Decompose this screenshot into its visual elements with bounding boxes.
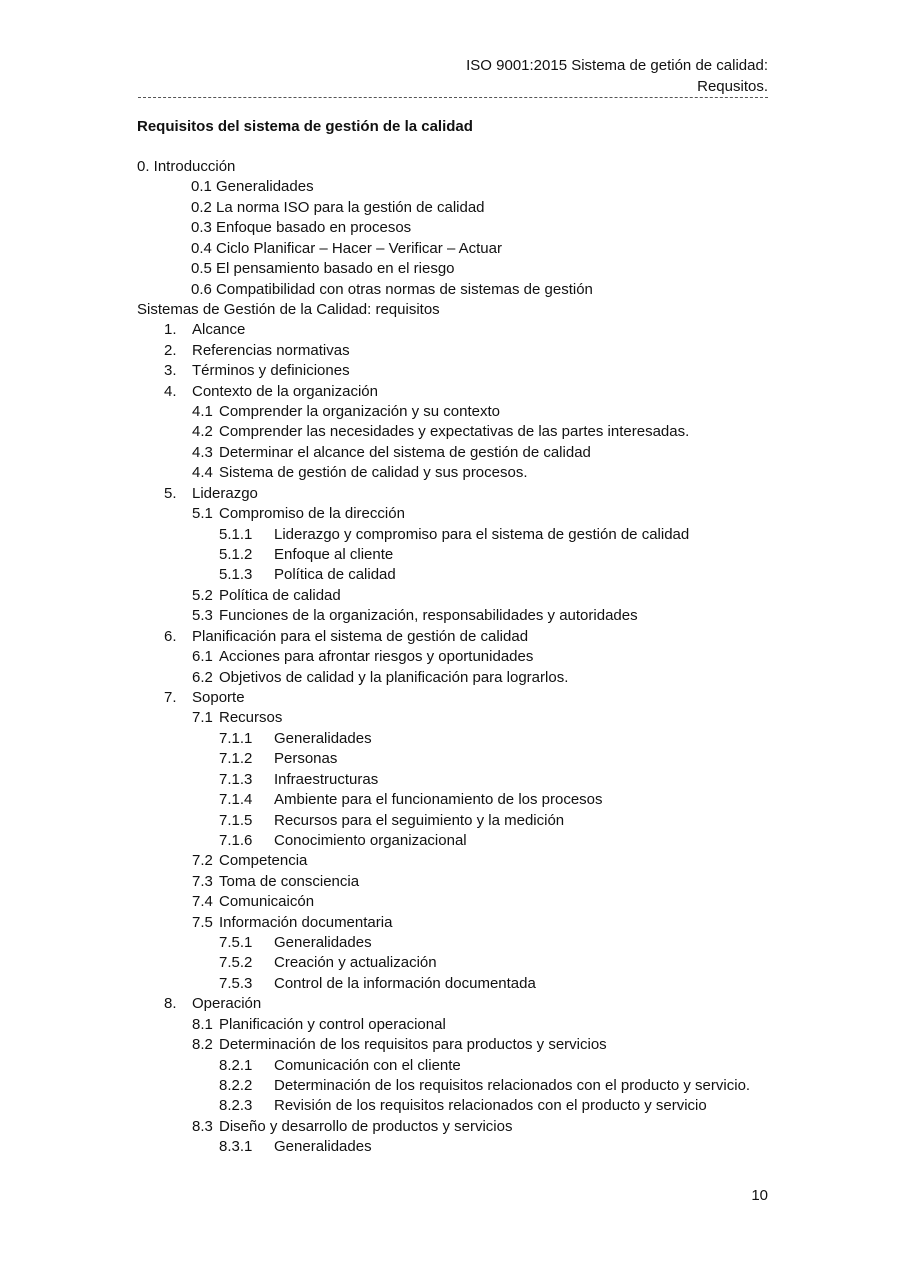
toc-entry-text: Política de calidad [219,586,341,604]
toc-entry-number: 5.1.1 [219,525,253,543]
toc-entry [0,953,906,973]
toc-entry [0,811,906,831]
toc-entry [0,729,906,749]
toc-entry-text: Comprender la organización y su contexto [219,403,500,421]
toc-entry-text: 0.5 El pensamiento basado en el riesgo [191,260,455,278]
section-title: Requisitos del sistema de gestión de la calidad [137,118,473,135]
toc-entry-number: 7.1.5 [219,811,253,829]
toc-entry-text: Planificación para el sistema de gestión de calidad [192,627,529,645]
toc-entry-text: Competencia [219,852,308,870]
toc-entry [0,933,906,953]
toc-entry-number: 5.3 [192,607,213,625]
toc-entry-text: Enfoque al cliente [274,546,394,564]
toc-entry [0,1015,906,1035]
toc-entry-number: 8.2.3 [219,1097,253,1115]
toc-entry-text: 0. Introducción [137,158,236,175]
toc-entry-text: 0.2 La norma ISO para la gestión de calidad [191,198,485,216]
toc-entry [0,259,906,279]
toc-entry-text: Determinar el alcance del sistema de gestión de calidad [219,443,591,461]
toc-entry-text: Comunicación con el cliente [274,1056,461,1074]
toc-entry [0,504,906,524]
toc-entry [0,688,906,708]
toc-entry-text: Determinación de los requisitos para productos y servicios [219,1036,607,1054]
toc-entry-text: Planificación y control operacional [219,1015,446,1033]
toc-entry-number: 5. [164,484,177,502]
toc-entry-text: Contexto de la organización [192,382,378,400]
header-line-1: ISO 9001:2015 Sistema de getión de calidad: [466,57,768,74]
toc-entry [0,851,906,871]
toc-entry-number: 5.2 [192,586,213,604]
toc-entry-text: Ambiente para el funcionamiento de los procesos [274,791,603,809]
toc-entry-number: 7.4 [192,893,213,911]
toc-entry-text: Generalidades [274,1138,372,1156]
toc-entry [0,280,906,300]
toc-entry [0,382,906,402]
toc-entry [0,974,906,994]
toc-entry [0,443,906,463]
toc-entry-text: Control de la información documentada [274,974,536,992]
toc-entry [0,525,906,545]
toc-entry [0,1137,906,1157]
toc-entry-text: Política de calidad [274,566,396,584]
toc-entry [0,565,906,585]
toc-entry-number: 4.2 [192,423,213,441]
toc-entry-text: Generalidades [274,934,372,952]
toc-entry [0,157,906,177]
toc-entry-text: Objetivos de calidad y la planificación para lograrlos. [219,668,569,686]
toc-entry [0,545,906,565]
toc-entry [0,484,906,504]
toc-entry-text: 0.6 Compatibilidad con otras normas de sistemas de gestión [191,280,593,298]
toc-entry-text: Liderazgo y compromiso para el sistema de gestión de calidad [274,525,690,543]
toc-entry-text: Términos y definiciones [192,362,350,380]
toc-entry [0,177,906,197]
toc-entry [0,239,906,259]
toc-entry [0,913,906,933]
toc-entry-number: 5.1 [192,505,213,523]
toc-entry-text: Compromiso de la dirección [219,505,405,523]
toc-entry [0,320,906,340]
toc-entry [0,1096,906,1116]
toc-entry [0,994,906,1014]
toc-entry [0,586,906,606]
toc-entry-number: 7.1.6 [219,831,253,849]
toc-entry-text: Sistemas de Gestión de la Calidad: requisitos [137,300,440,318]
toc-entry-text: Liderazgo [192,484,258,502]
page-number: 10 [751,1187,768,1204]
toc-entry-number: 7.3 [192,872,213,890]
toc-entry-number: 1. [164,321,177,339]
toc-entry-text: Funciones de la organización, responsabilidades y autoridades [219,607,638,625]
header-divider [138,97,768,98]
toc-entry [0,300,906,320]
toc-entry [0,668,906,688]
toc-entry-text: Toma de consciencia [219,872,360,890]
toc-entry [0,892,906,912]
toc-entry-number: 7.1.3 [219,770,253,788]
header-line-2: Requsitos. [697,78,768,95]
toc-entry [0,606,906,626]
toc-entry-text: Creación y actualización [274,954,437,972]
toc-entry-number: 6.1 [192,648,213,666]
toc-entry-text: 0.1 Generalidades [191,178,314,196]
toc-entry [0,463,906,483]
toc-entry-number: 3. [164,362,177,380]
toc-entry [0,218,906,238]
toc-entry [0,1076,906,1096]
toc-entry-number: 5.1.2 [219,546,253,564]
toc-entry-number: 5.1.3 [219,566,253,584]
toc-entry-number: 7.1.4 [219,791,253,809]
toc-entry-text: Infraestructuras [274,770,379,788]
toc-entry-text: Soporte [192,688,245,706]
toc-entry [0,708,906,728]
toc-entry [0,831,906,851]
toc-entry-text: Personas [274,750,338,768]
toc-entry-number: 2. [164,341,177,359]
toc-entry-number: 6. [164,627,177,645]
toc-entry [0,770,906,790]
toc-entry-text: Operación [192,995,262,1013]
toc-entry [0,647,906,667]
toc-entry [0,749,906,769]
toc-entry-number: 8.1 [192,1015,213,1033]
running-header [466,55,768,97]
toc-entry-text: Conocimiento organizacional [274,831,467,849]
toc-entry [0,1035,906,1055]
toc-entry-number: 8.2 [192,1036,213,1054]
toc-entry-text: 0.4 Ciclo Planificar – Hacer – Verificar – Actuar [191,239,502,257]
toc-entry-number: 7.5 [192,913,213,931]
toc-entry-number: 4.4 [192,464,213,482]
toc-entry-text: Sistema de gestión de calidad y sus procesos. [219,464,528,482]
toc-entry [0,198,906,218]
toc-entry [0,1056,906,1076]
toc-entry [0,790,906,810]
toc-entry-text: Información documentaria [219,913,393,931]
toc-entry-number: 8.2.2 [219,1076,253,1094]
toc-entry-text: Comprender las necesidades y expectativas de las partes interesadas. [219,423,690,441]
toc-entry-text: Comunicaicón [219,893,315,911]
toc-entry-number: 4.1 [192,403,213,421]
toc-entry-number: 6.2 [192,668,213,686]
toc-entry-number: 4.3 [192,443,213,461]
toc-entry-number: 7.5.1 [219,934,253,952]
toc-entry [0,341,906,361]
toc-entry-number: 8.2.1 [219,1056,253,1074]
table-of-contents [0,157,906,1158]
toc-entry [0,1117,906,1137]
toc-entry-number: 7.5.2 [219,954,253,972]
toc-entry-number: 7.2 [192,852,213,870]
toc-entry-number: 7.1 [192,709,213,727]
toc-entry-text: 0.3 Enfoque basado en procesos [191,219,412,237]
toc-entry-text: Recursos para el seguimiento y la medición [274,811,565,829]
toc-entry-number: 7.5.3 [219,974,253,992]
toc-entry-text: Diseño y desarrollo de productos y servicios [219,1117,513,1135]
toc-entry-number: 8.3 [192,1117,213,1135]
toc-entry-number: 7.1.2 [219,750,253,768]
toc-entry-text: Generalidades [274,729,372,747]
toc-entry-number: 4. [164,382,177,400]
toc-entry-text: Alcance [192,321,246,339]
toc-entry [0,402,906,422]
toc-entry-number: 8.3.1 [219,1138,253,1156]
toc-entry [0,422,906,442]
toc-entry [0,361,906,381]
toc-entry-text: Recursos [219,709,283,727]
toc-entry-number: 7.1.1 [219,729,253,747]
toc-entry [0,872,906,892]
toc-entry-text: Determinación de los requisitos relacionados con el producto y servicio. [274,1076,751,1094]
toc-entry-text: Acciones para afrontar riesgos y oportunidades [219,648,534,666]
toc-entry-number: 8. [164,995,177,1013]
toc-entry-text: Referencias normativas [192,341,350,359]
toc-entry-text: Revisión de los requisitos relacionados con el producto y servicio [274,1097,707,1115]
toc-entry-number: 7. [164,688,177,706]
toc-entry [0,627,906,647]
